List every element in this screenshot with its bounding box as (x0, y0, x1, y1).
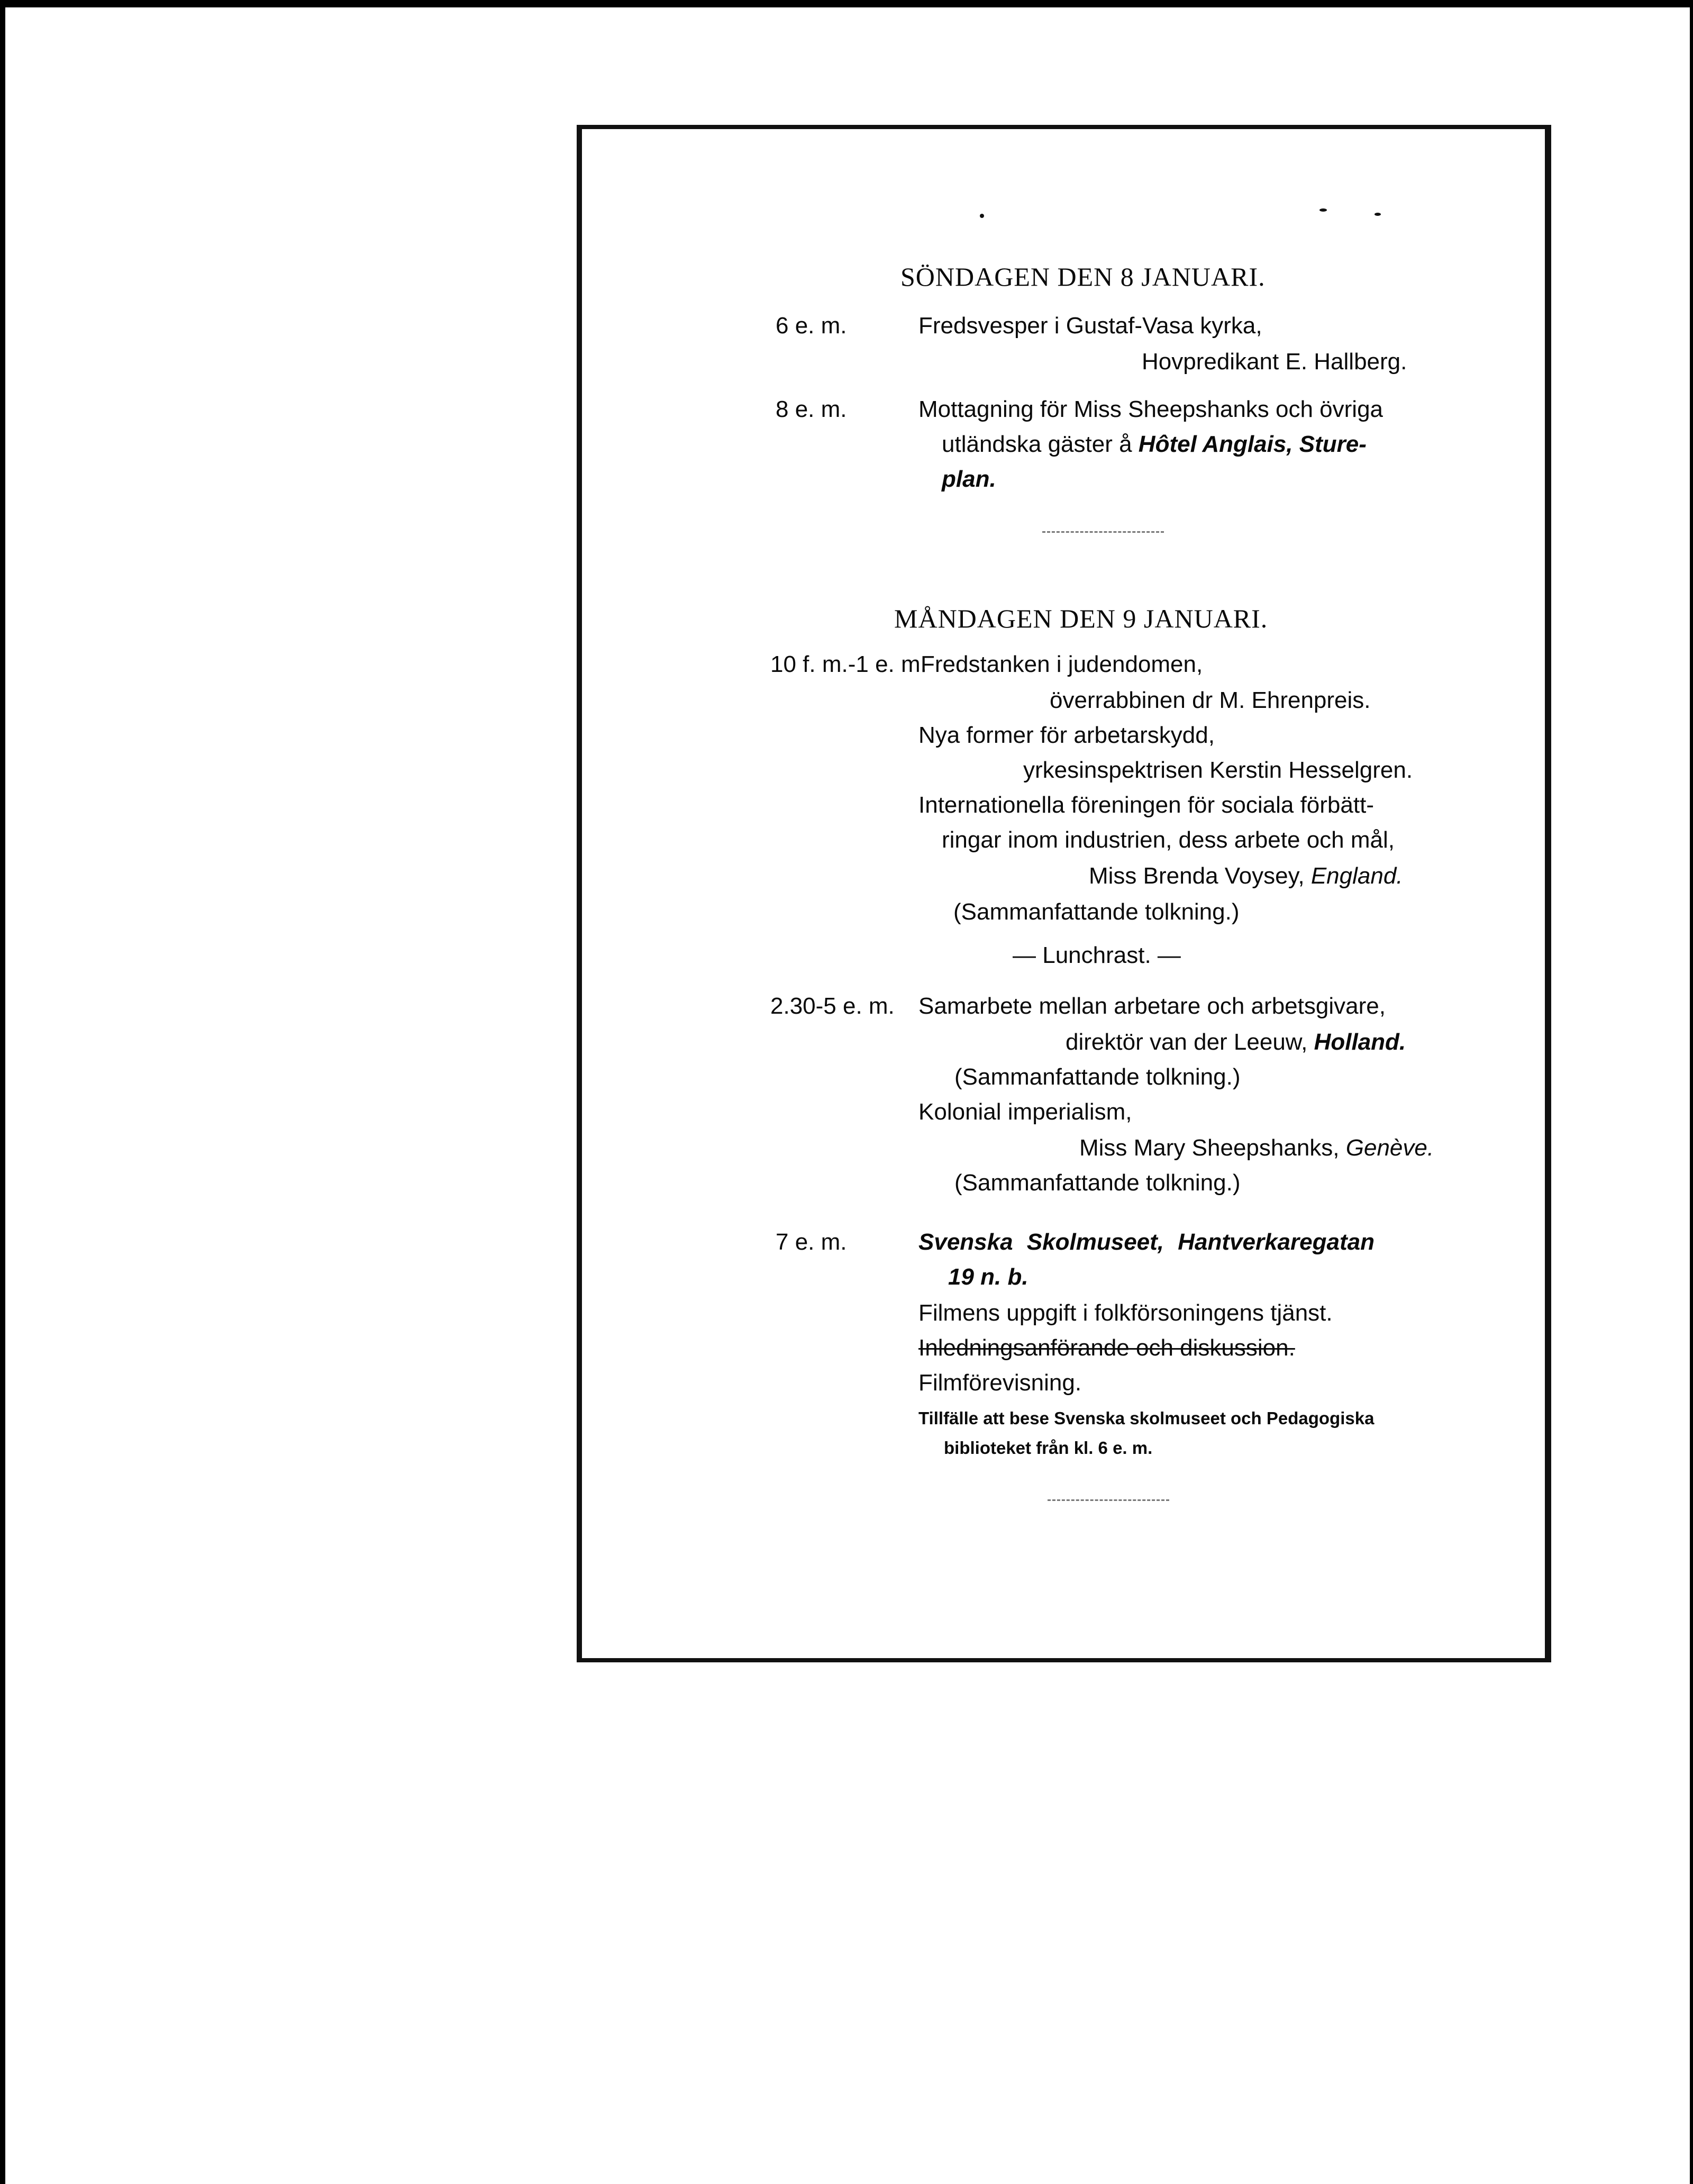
talk-speaker (1089, 865, 1403, 888)
venue-name: Svenska Skolmuseet, Hantverkaregatan (918, 1229, 1375, 1255)
speaker-name: Miss Mary Sheepshanks, (1079, 1135, 1346, 1161)
scan-edge-right (1690, 0, 1693, 2184)
translation-note: (Sammanfattande tolkning.) (954, 1064, 1241, 1090)
speaker-country: Holland. (1314, 1029, 1406, 1055)
sunday-heading: SÖNDAGEN DEN 8 JANUARI. (900, 262, 1266, 292)
venue-name: Hôtel Anglais, Sture- (1138, 431, 1367, 457)
talk-title: Samarbete mellan arbetare och arbetsgivare, (918, 993, 1386, 1019)
event-time: 2.30-5 e. m. (770, 993, 895, 1019)
ink-speck (1319, 208, 1327, 212)
venue-name-cont: plan. (942, 466, 996, 492)
lunch-break: — Lunchrast. — (1013, 942, 1181, 968)
scan-edge-top (0, 0, 1693, 7)
event-title: Mottagning för Miss Sheepshanks och övriga (918, 396, 1383, 422)
talk-speaker: överrabbinen dr M. Ehrenpreis. (1050, 687, 1371, 713)
program-page (577, 125, 1551, 1662)
event-time: 7 e. m. (776, 1229, 847, 1255)
event-time: 6 e. m. (776, 313, 847, 339)
event-detail: Filmförevisning. (918, 1370, 1082, 1396)
talk-title: Fredstanken i judendomen, (921, 651, 1203, 677)
translation-note: (Sammanfattande tolkning.) (953, 899, 1240, 925)
monday-heading: MÅNDAGEN DEN 9 JANUARI. (894, 604, 1268, 633)
event-time: 8 e. m. (776, 396, 847, 422)
event-title: Filmens uppgift i folkförsoningens tjänst. (918, 1300, 1333, 1326)
talk-speaker: yrkesinspektrisen Kerstin Hesselgren. (1023, 757, 1413, 783)
event-title-cont (942, 433, 1367, 456)
talk-speaker (1066, 1031, 1406, 1054)
speaker-country: England. (1310, 863, 1403, 889)
talk-title-cont: ringar inom industrien, dess arbete och mål, (942, 827, 1395, 853)
event-text: utländska gäster å (942, 431, 1139, 457)
talk-title: Internationella föreningen för sociala förbätt- (918, 792, 1374, 818)
speaker-city: Genève. (1345, 1135, 1434, 1161)
section-divider (1048, 1499, 1169, 1501)
ink-speck (980, 214, 984, 218)
event-detail: Inledningsanförande och diskussion. (918, 1335, 1295, 1361)
visit-note-cont: biblioteket från kl. 6 e. m. (944, 1438, 1153, 1458)
visit-note: Tillfälle att bese Svenska skolmuseet och Pedagogiska (918, 1408, 1375, 1428)
talk-title: Kolonial imperialism, (918, 1099, 1132, 1125)
scan-edge-left (0, 0, 5, 2184)
ink-speck (1375, 213, 1381, 216)
talk-speaker (1079, 1136, 1434, 1160)
talk-title: Nya former för arbetarskydd, (918, 722, 1215, 748)
event-title: Fredsvesper i Gustaf-Vasa kyrka, (918, 313, 1262, 339)
venue-address: 19 n. b. (948, 1264, 1028, 1290)
event-speaker: Hovpredikant E. Hallberg. (1142, 349, 1407, 375)
translation-note: (Sammanfattande tolkning.) (954, 1170, 1241, 1196)
event-time: 10 f. m.-1 e. m. (770, 651, 927, 677)
speaker-name: Miss Brenda Voysey, (1089, 863, 1311, 889)
speaker-name: direktör van der Leeuw, (1066, 1029, 1314, 1055)
section-divider (1042, 531, 1164, 533)
